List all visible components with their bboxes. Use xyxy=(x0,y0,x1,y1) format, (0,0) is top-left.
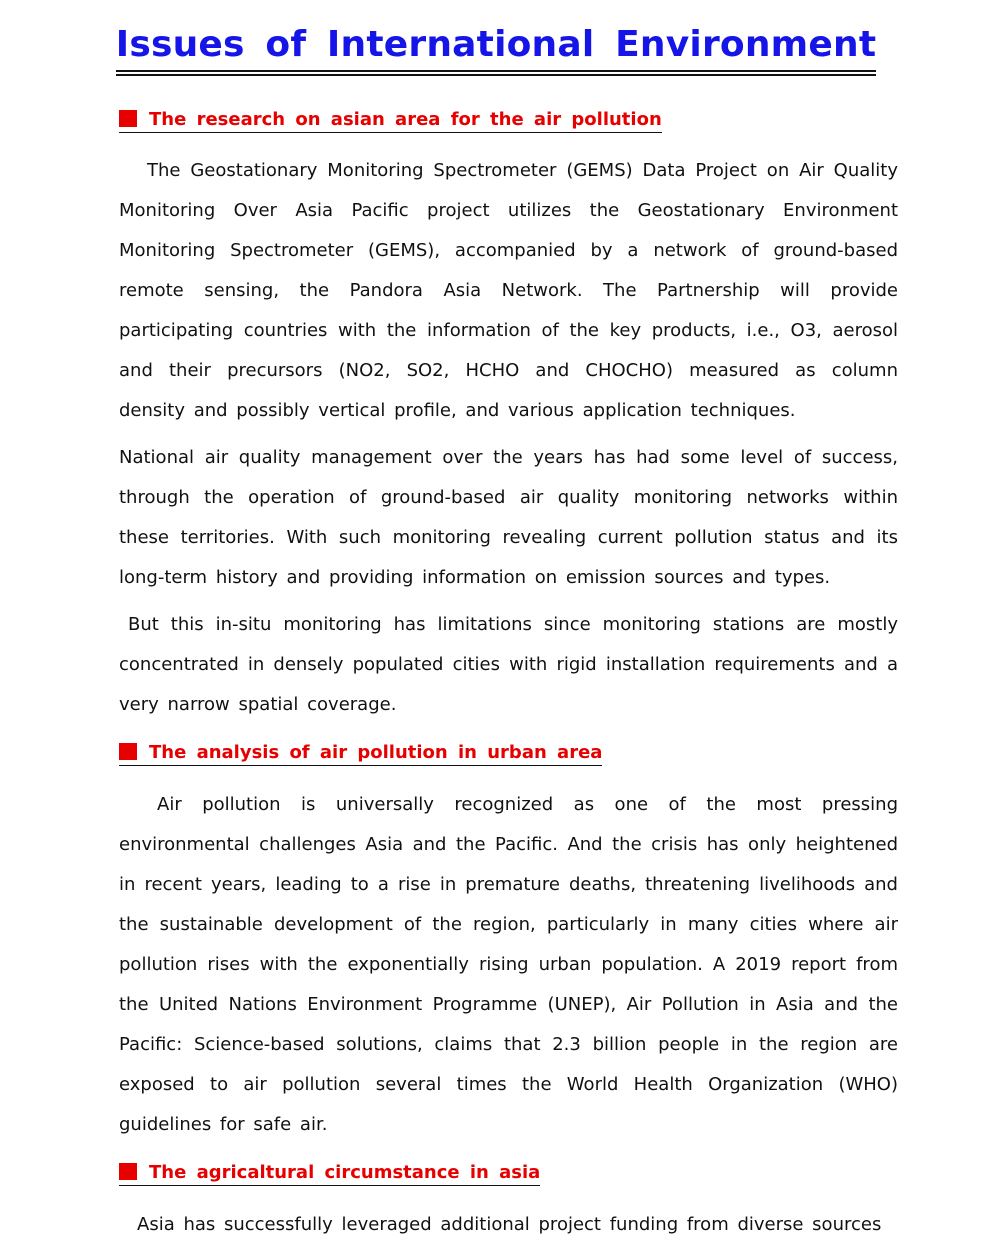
red-square-bullet-icon xyxy=(119,743,137,760)
paragraph-agricultural-funding: Asia has successfully leveraged additional project funding from diverse sources xyxy=(137,1214,882,1235)
section-heading-air-pollution-research xyxy=(119,109,662,133)
paragraph-national-air-quality: National air quality management over the years has had some level of success, through the operation of ground-based air quality monitoring networks within these territories. With such monitoring revealing current pollution status and its long-term history and providing information on emission sources and types. xyxy=(119,447,898,588)
section-heading-text: The analysis of air pollution in urban area xyxy=(149,742,603,763)
paragraph-gems-project: The Geostationary Monitoring Spectrometer (GEMS) Data Project on Air Quality Monitoring Over Asia Pacific project utilizes the Geostationary Environment Monitoring Spectrometer (GEMS), accompanied by a network of ground-based remote sensing, the Pandora Asia Network. The Partnership will provide participating countries with the information of the key products, i.e., O3, aerosol and their precursors (NO2, SO2, HCHO and CHOCHO) measured as column density and possibly vertical profile, and various application techniques. xyxy=(119,160,898,421)
red-square-bullet-icon xyxy=(119,110,137,127)
section-heading-text: The research on asian area for the air pollution xyxy=(149,109,662,130)
red-square-bullet-icon xyxy=(119,1163,137,1180)
paragraph-in-situ-limitations: But this in-situ monitoring has limitations since monitoring stations are mostly concentrated in densely populated cities with rigid installation requirements and a very narrow spatial coverage. xyxy=(119,614,898,715)
section-heading-urban-air-pollution xyxy=(119,742,602,766)
section-heading-agricultural-circumstance xyxy=(119,1162,540,1186)
section-heading-text: The agricaltural circumstance in asia xyxy=(149,1162,541,1183)
paragraph-urban-air-pollution: Air pollution is universally recognized as one of the most pressing environmental challenges Asia and the Pacific. And the crisis has only heightened in recent years, leading to a rise in premature deaths, threatening livelihoods and the sustainable development of the region, particularly in many cities where air pollution rises with the exponentially rising urban population. A 2019 report from the United Nations Environment Programme (UNEP), Air Pollution in Asia and the Pacific: Science-based solutions, claims that 2.3 billion people in the region are exposed to air pollution several times the World Health Organization (WHO) guidelines for safe air. xyxy=(119,794,898,1135)
page-title: Issues of International Environment xyxy=(116,22,877,72)
title-container xyxy=(0,22,992,72)
